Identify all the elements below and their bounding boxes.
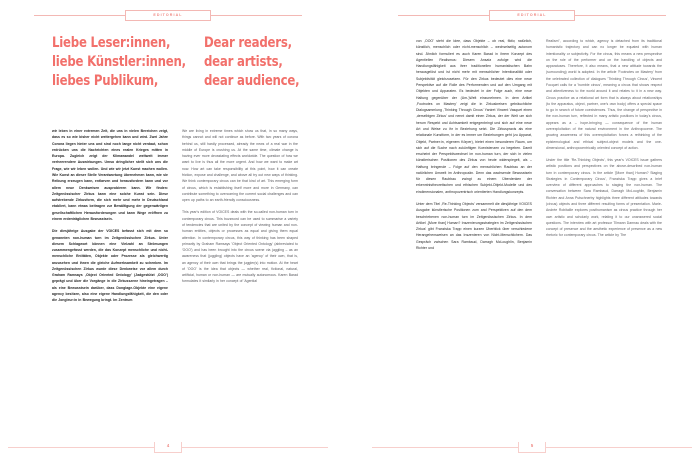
right-page xyxy=(372,0,692,460)
paragraph: Under the title 'Re-Thinking Objects', this year's VOICES issue gathers artistic positions and perspectives on the above-described non-human turn in contemporary circus. In the article '[More than] Human? Staging Strategies in Contemporary Circus', Franziska Trapp gives a brief overview of different approaches to staging the non-human. The conversation between Sara Rambaud, Darragh McLoughlin, Benjamin Richter and Anna Putschnerby highlights three different attitudes towards (circus) objects and three different resulting forms of presentation. Marie-Andrée Robitaille explores posthumanism as circus practice through her own artistic and scholarly work, relating it to our unanswered social questions. The interview with art professor Tilmann Damrau deals with the concept of presence and the aesthetic experience of presence as a new rhetoric for contemporary circus. The article by The xyxy=(546,158,662,238)
running-head-left xyxy=(34,8,302,22)
page-number-left: 4 xyxy=(154,442,182,453)
headline-german-line-1: Liebe Leser:innen, xyxy=(52,35,171,51)
body-columns-right-page xyxy=(416,38,666,432)
paragraph: von ,OOO' steht die Idee, dass Objekte – ob real, fiktiv, natürlich, künstlich, menschlich oder nicht-menschlich – wechselseitig autonom sind. Ähnlich formuliert es auch Karen Barad in ihrem Konzept des Agentiellen Realismus: Diesem Ansatz zufolge wird die Handlungsfähigkeit aus ihrer traditionellen humanistischen Bahn herausgelöst und ist nicht mehr mit menschlicher Intentionalität oder Subjektivität gleichzusetzen. Für den Zirkus bedeutet dies eine neue Perspektive auf die Rolle des Performenden und auf den Umgang mit Objekten und Apparaten. Es bedeutet in der Folge auch, eine neue Haltung gegenüber der (Um-)Welt einzunehmen. In dem Artikel ,Footnotes on Mastery' zeigt die in Zirkuskreisen gebräuchliche Dialogsammlung ,Thinking Through Circus' Yaniret Vincent Vasquet einen ,derselbigen Zirkus' und nennt damit einen Zirkus, der der Welt um sich herum Respekt und Achtsamkeit entgegenbringt und sich auf eine neue Art und Weise zu ihr in Beziehung setzt. Die Zirkuspraxis als eine relationale Kunstform, in der es immer um Beziehungen geht (zu Apparat, Objekt, Partner:in, eigenem Körper), bietet einen besonderen Raum, um sich auf die Suche nach zukünftigen Koexistenzen zu begeben. Damit erscheint der Perspektivwechsel im non-human turn, der sich in vielen künstlerischen Positionen des Zirkus von heute widerspiegelt, als – Haftung bringende – Folge auf den menschlichen Raubbau an der natürlichen Umwelt im Anthropozän. Denn das wachsende Bewusstsein für diesen Raubbau zwingt zu einem Überdenken der erkenntnistheoretischen und ethischen Subjekt-Objekt-Modelle und des eindimensionalen, anthropozentrisch orientierten Handlungskonzepts. xyxy=(416,39,532,194)
footer-right xyxy=(372,440,692,454)
column-german-left xyxy=(52,128,168,432)
paragraph: We are living in extreme times which show us that, in so many ways, things cannot and will not continue as before. With two years of corona behind us, still hardly processed, already the news of a real war in the middle of Europe is crushing us. At the same time, climate change is having ever more devastating effects worldwide. The question of how we want to live is thus all the more urgent. And how we want to make art now. How art can take responsibility at this point, how it can create friction, expose and challenge, and above all try out new ways of thinking. We think contemporary circus can be that kind of art. This emerging form of circus, which is establishing itself more and more in Germany, can contribute something to overcoming the current social challenges and can open up paths to an earth-friendly consciousness. xyxy=(182,129,298,203)
section-tag-right: EDITORIAL xyxy=(489,10,575,21)
left-page xyxy=(8,0,328,460)
headline-german xyxy=(52,34,186,91)
running-head-rule-left xyxy=(34,15,125,16)
running-head-rule-right xyxy=(575,15,666,16)
column-english-left xyxy=(182,128,298,432)
paragraph: Unter dem Titel ,Re-Thinking Objects' versammelt die diesjährige VOICES Ausgabe künstlerische Positionen zum and Perspektiven auf den dem beschriebenen non-human turn im Zeitgenössischen Zirkus. In dem Artikel ,[More than] Human? Inszenierungsstrategien im Zeitgenössischen Zirkus' gibt Franziska Trapp einen kurzen Überblick über verschiedene Herangehensweisen an das Inszenieren von Nicht-Menschlichem. Das Gespräch zwischen Sara Rambaud, Darragh McLoughlin, Benjamin Richter und xyxy=(416,202,532,250)
footer-rule-right xyxy=(182,447,328,448)
body-columns-left-page xyxy=(52,128,302,432)
footer-rule-right xyxy=(546,447,692,448)
running-head-rule-left xyxy=(398,15,489,16)
column-german-right xyxy=(416,38,532,432)
headline-block-left xyxy=(52,34,302,91)
running-head-rule-right xyxy=(211,15,302,16)
headline-english xyxy=(204,34,299,91)
page-number-right: 5 xyxy=(518,442,546,453)
section-tag-left: EDITORIAL xyxy=(125,10,211,21)
footer-rule-left xyxy=(372,447,518,448)
headline-german-line-2: liebe Künstler:innen, xyxy=(52,53,186,70)
paragraph: Die diesjährige Ausgabe der VOICES befasst sich mit dem so genannten non-human turn im Zeitgenössischen Zirkus. Unter diesem Schlagwort können eine Vielzahl an Strömungen zusammengefasst werden, die das Konzept menschliche und nicht-menschliche Entitäten, Objekte oder Prozesse als gleichwertig anzusehen und ihnen die gleiche Aufmerksamkeit zu schenken. Im Zeitgenössischen Zirkus wurde diese Denkweise vor allem durch Graham Ramsays ,Object Oriented Ontology' (Jadgestützt ,OOO') geprägt und über die Vorgänge in die Zirkusszene hineingetragen – als eine Bewusstsein darüber, dass Donglage-Objekte eine eigene agency besitzen, also eine eigene Handlungsfähigkeit, die den oder die Jongleur:in in Bewegung bringt. Im Zentrum xyxy=(52,229,168,303)
paragraph: wir leben in einer extremen Zeit, die uns in vielen Bereichen zeigt, dass es so wie bisher nicht weitergehen kann und wird. Zwei Jahre Corona liegen hinter uns und sind noch lange nicht verdaut, schon erdrücken uns die Nachrichten eines realen Krieges mitten in Europa. Zugleich zeigt der Klimawandel weltweit immer verheerendere Auswirkungen. Umso dringlicher stellt sich uns die Frage, wie wir leben wollen. Und wie wir jetzt Kunst machen wollen. Wie Kunst an dieser Stelle Verantwortung übernehmen kann, wie sie Reibung erzeugen kann, entlarven und herausfordern kann und vor allem neue Denkweisen ausprobieren kann. Wir finden: Zeitgenössischer Zirkus kann eine solche Kunst sein. Diese aufstrebende Zirkusform, die sich mehr und mehr in Deutschland etabliert, kann etwas beitragen zur Bewältigung der gegenwärtigen gesellschaftlichen Herausforderungen und kann Wege eröffnen zu einem erdenträglichen Bewusstsein. xyxy=(52,129,168,221)
running-head-right xyxy=(398,8,666,22)
headline-english-line-3: dear audience, xyxy=(204,72,300,89)
column-english-right xyxy=(546,38,662,432)
paragraph: Realism", according to which, agency is detached from its traditional humanistic trajectory and can no longer be equated with human intentionality or subjectivity. For the circus, this means a new perspective on the role of the performer and on the handling of objects and apparatuses. Therefore, it also means, that a new attitude towards the (surrounding) world is adopted. In the article 'Footnotes on Mastery' from the celebrated collection of dialogues 'Thinking Through Circus', Vincent Focquet calls for a 'humble circus', meaning a circus that shows respect and attentiveness to the world around it and relates to it in a new way. Circus practice as a relational art form that is always about relationships (to the apparatus, object, partner, one's own body) offers a special space to go in search of future coexistences. Thus, the change of perspective in the non-human turn, reflected in many artistic positions in today's circus, appears as a – hope-bringing — consequence of the human overexploitation of the natural environment in the Anthropocene. The growing awareness of this overexploitation forces a rethinking of the epistemological and ethical subject-object models and the one-dimensional, anthropocentrically oriented concept of action. xyxy=(546,39,662,150)
paragraph: This year's edition of VOICES deals with the so-called non-human turn in contemporary circus. This buzzword can be used to summarise a variety of tendencies that are united by the concept of viewing human and non-human entities, objects or processes as equal and giving them equal attention. In contemporary circus, this way of thinking has been shaped primarily by Graham Ramsays 'Object Oriented Ontology' (abbreviated to 'OOO') and has been brought into the circus scene via juggling – as an awareness that (juggling) objects have an 'agency' of their own, that is, an agency of their own that brings the juggler(s) into motion. At the heart of 'OOO' is the idea that objects — whether real, fictional, natural, artificial, human or non-human — are mutually autonomous. Karen Barad formulates it similarly in her concept of 'Agential xyxy=(182,210,298,284)
headline-german-line-3: liebes Publikum, xyxy=(52,72,159,89)
footer-rule-left xyxy=(8,447,154,448)
headline-english-line-1: Dear readers, xyxy=(204,35,292,51)
footer-left xyxy=(8,440,328,454)
headline-english-line-2: dear artists, xyxy=(204,53,283,70)
